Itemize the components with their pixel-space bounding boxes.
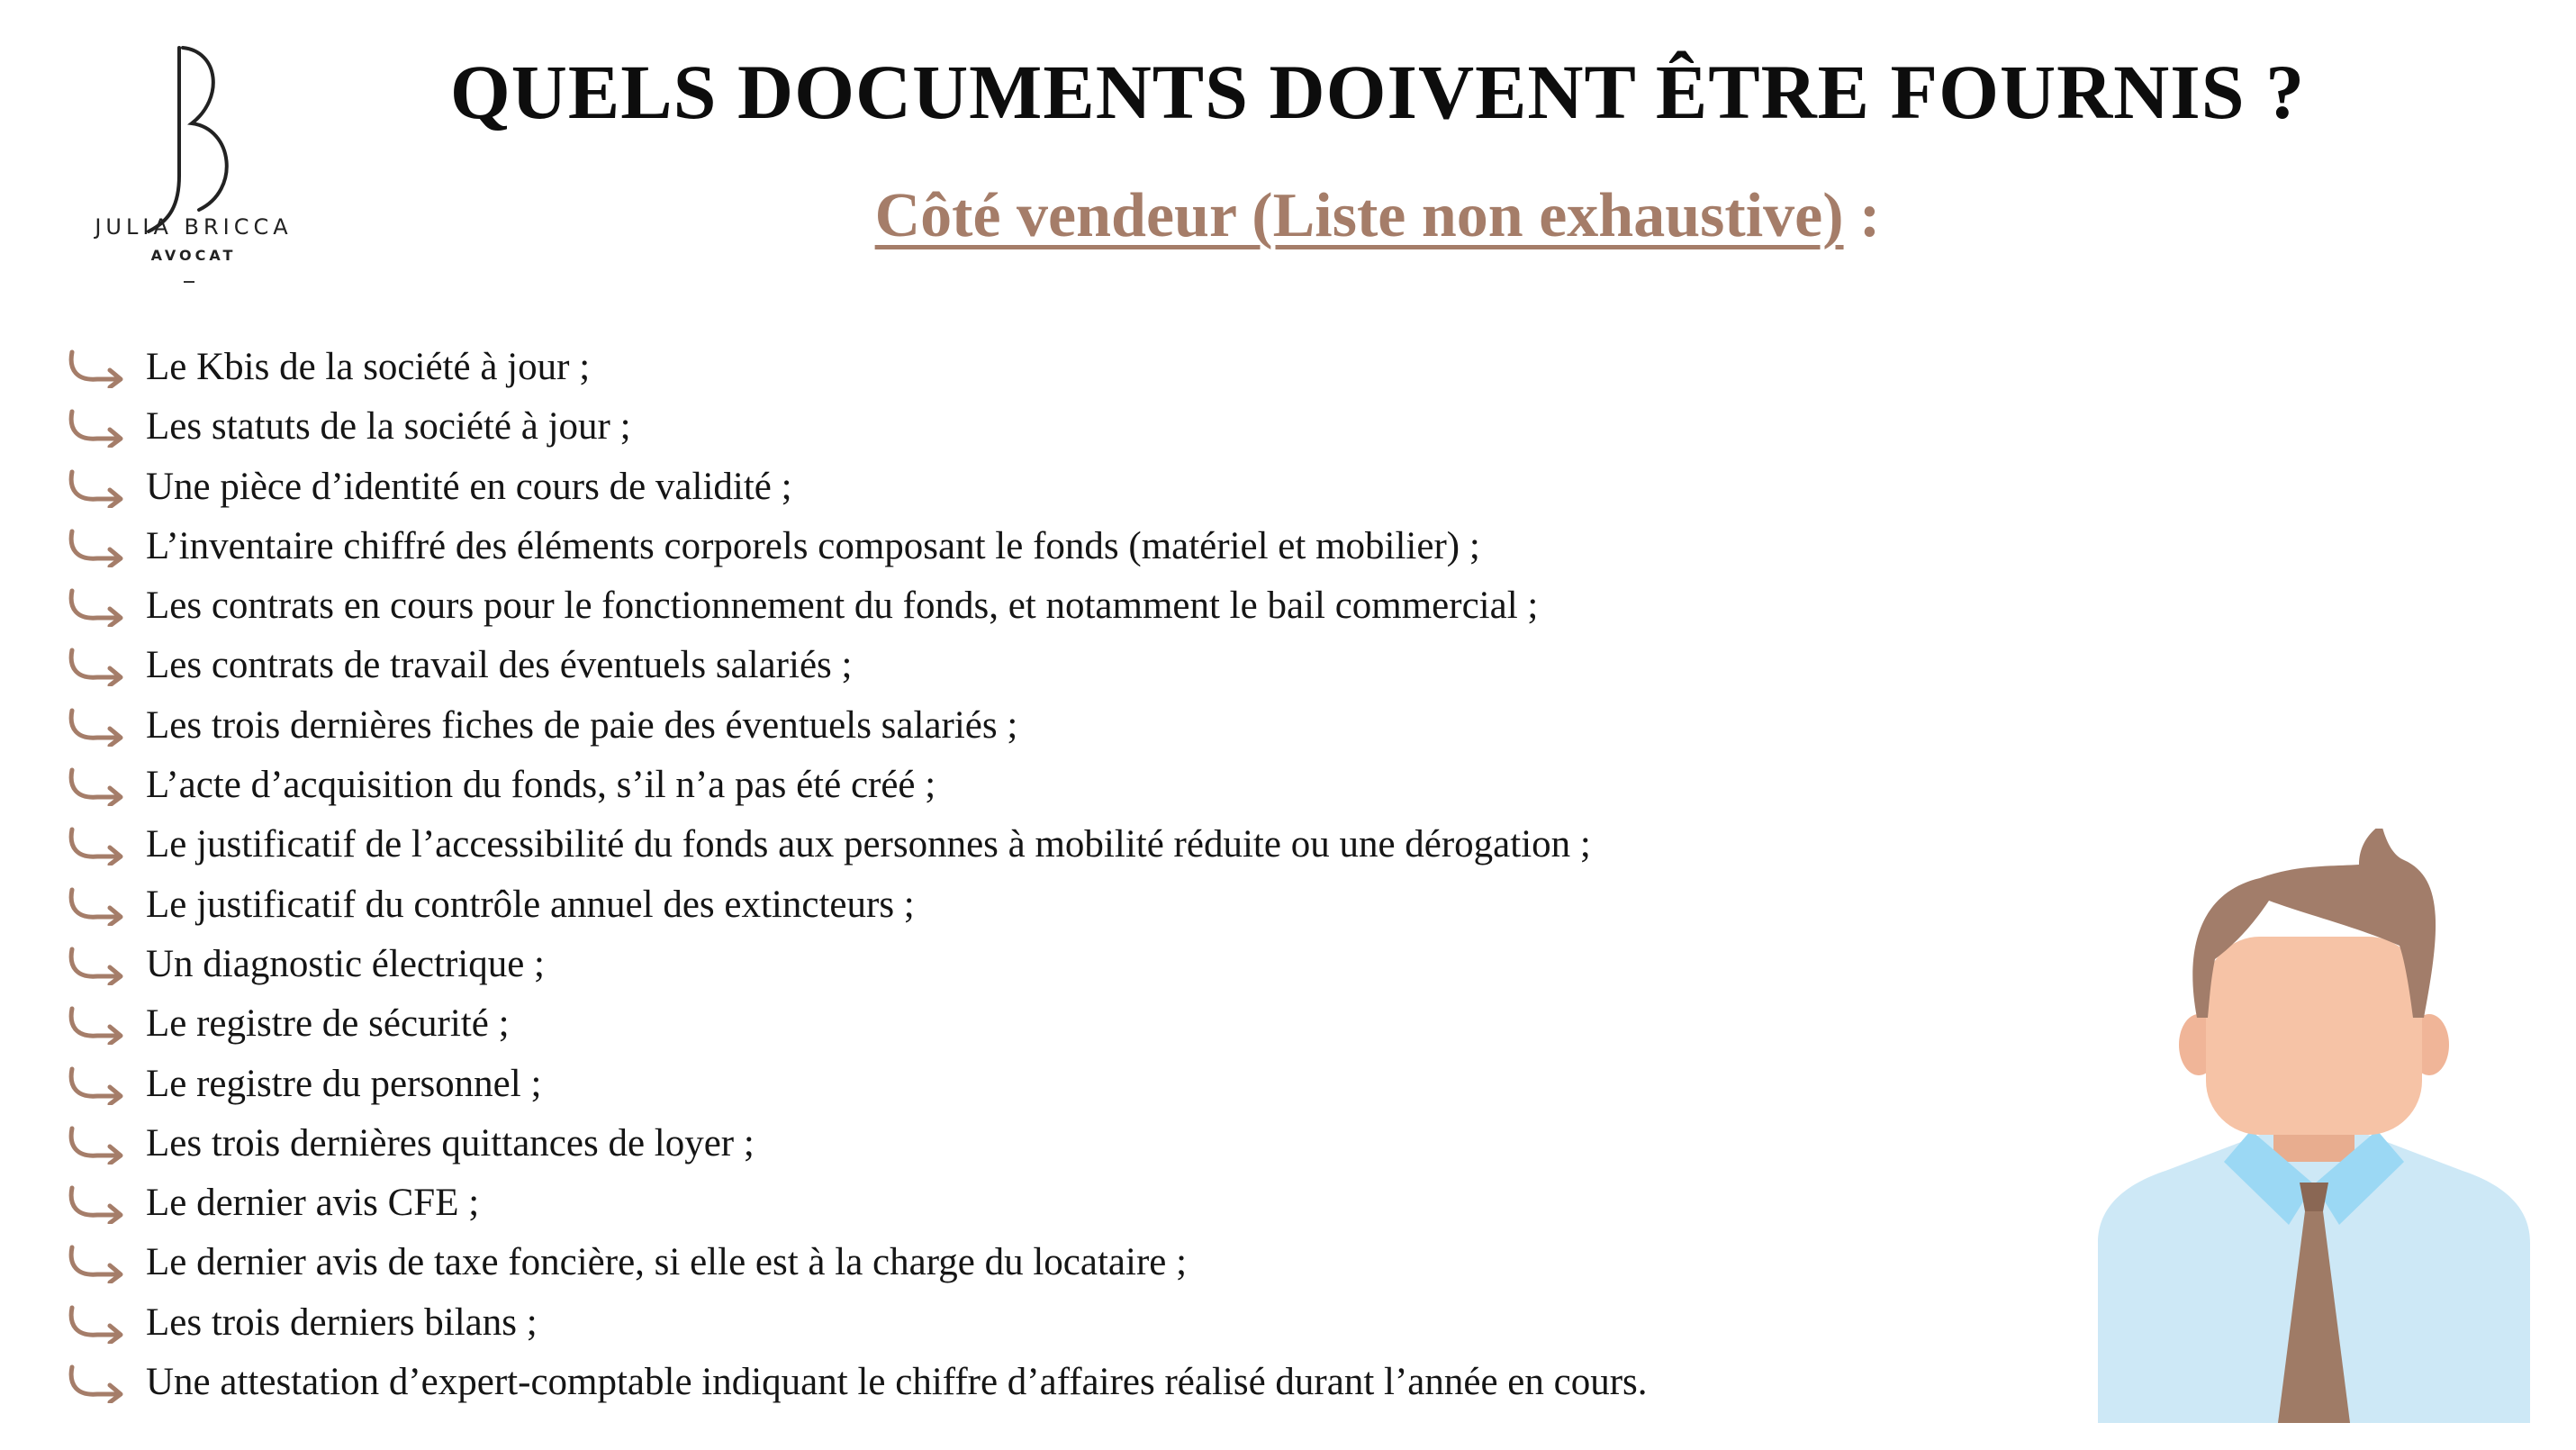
curved-arrow-icon bbox=[65, 826, 130, 865]
logo-divider bbox=[184, 281, 194, 283]
list-item-text: Les trois derniers bilans ; bbox=[146, 1300, 538, 1344]
list-item bbox=[65, 756, 2046, 815]
list-item bbox=[65, 1114, 2046, 1174]
list-item-text: Les contrats en cours pour le fonctionnement du fonds, et notamment le bail commercial ; bbox=[146, 585, 1539, 628]
curved-arrow-icon bbox=[65, 1125, 130, 1165]
list-item bbox=[65, 1174, 2046, 1233]
list-item bbox=[65, 696, 2046, 756]
list-item-text: Les trois dernières fiches de paie des éventuels salariés ; bbox=[146, 703, 1018, 747]
list-item-text: Le registre de sécurité ; bbox=[146, 1002, 510, 1046]
list-item-text: Le justificatif de l’accessibilité du fonds aux personnes à mobilité réduite ou une dérogation ; bbox=[146, 823, 1591, 866]
businessman-illustration bbox=[2089, 829, 2539, 1423]
list-item bbox=[65, 1353, 2046, 1412]
logo-monogram-icon bbox=[140, 41, 248, 234]
list-item-text: Les contrats de travail des éventuels salariés ; bbox=[146, 644, 853, 687]
list-item bbox=[65, 875, 2046, 935]
curved-arrow-icon bbox=[65, 707, 130, 747]
logo-name: JULIA BRICCA bbox=[95, 214, 293, 240]
list-item-text: Un diagnostic électrique ; bbox=[146, 942, 545, 985]
list-item bbox=[65, 397, 2046, 457]
list-item-text: L’acte d’acquisition du fonds, s’il n’a pas été créé ; bbox=[146, 764, 936, 807]
list-item bbox=[65, 517, 2046, 576]
curved-arrow-icon bbox=[65, 1005, 130, 1045]
list-item-text: Le justificatif du contrôle annuel des extincteurs ; bbox=[146, 883, 915, 926]
curved-arrow-icon bbox=[65, 886, 130, 926]
list-item bbox=[65, 458, 2046, 517]
subtitle-text: Côté vendeur (Liste non exhaustive) bbox=[874, 181, 1844, 250]
list-item-text: Les trois dernières quittances de loyer ; bbox=[146, 1121, 755, 1165]
curved-arrow-icon bbox=[65, 1364, 130, 1403]
subtitle-colon: : bbox=[1843, 181, 1881, 250]
list-item-text: Les statuts de la société à jour ; bbox=[146, 405, 631, 449]
list-item-text: Le dernier avis de taxe foncière, si elle est à la charge du locataire ; bbox=[146, 1241, 1188, 1284]
list-item-text: Une pièce d’identité en cours de validité ; bbox=[146, 465, 792, 508]
curved-arrow-icon bbox=[65, 1065, 130, 1105]
list-item-text: Le dernier avis CFE ; bbox=[146, 1182, 480, 1225]
list-item bbox=[65, 636, 2046, 695]
list-item bbox=[65, 576, 2046, 636]
list-item-text: Le registre du personnel ; bbox=[146, 1062, 542, 1105]
list-item-text: Le Kbis de la société à jour ; bbox=[146, 346, 591, 388]
curved-arrow-icon bbox=[65, 349, 130, 388]
curved-arrow-icon bbox=[65, 1184, 130, 1224]
logo bbox=[90, 36, 297, 297]
curved-arrow-icon bbox=[65, 766, 130, 806]
curved-arrow-icon bbox=[65, 1244, 130, 1283]
curved-arrow-icon bbox=[65, 408, 130, 448]
curved-arrow-icon bbox=[65, 528, 130, 567]
list-item bbox=[65, 1233, 2046, 1292]
list-item bbox=[65, 1055, 2046, 1114]
list-item bbox=[65, 994, 2046, 1054]
page-title: QUELS DOCUMENTS DOIVENT ÊTRE FOURNIS ? bbox=[449, 49, 2306, 135]
logo-subtitle: AVOCAT bbox=[150, 247, 237, 264]
curved-arrow-icon bbox=[65, 647, 130, 686]
list-item-text: Une attestation d’expert-comptable indiquant le chiffre d’affaires réalisé durant l’année en cours. bbox=[146, 1361, 1648, 1404]
list-item bbox=[65, 1293, 2046, 1353]
list-item bbox=[65, 935, 2046, 994]
curved-arrow-icon bbox=[65, 946, 130, 985]
curved-arrow-icon bbox=[65, 587, 130, 627]
list-item bbox=[65, 338, 2046, 397]
document-list bbox=[65, 338, 2046, 1412]
curved-arrow-icon bbox=[65, 468, 130, 508]
list-item bbox=[65, 815, 2046, 875]
curved-arrow-icon bbox=[65, 1304, 130, 1344]
list-item-text: L’inventaire chiffré des éléments corporels composant le fonds (matériel et mobilier) ; bbox=[146, 524, 1480, 567]
page-subtitle bbox=[342, 180, 2413, 252]
